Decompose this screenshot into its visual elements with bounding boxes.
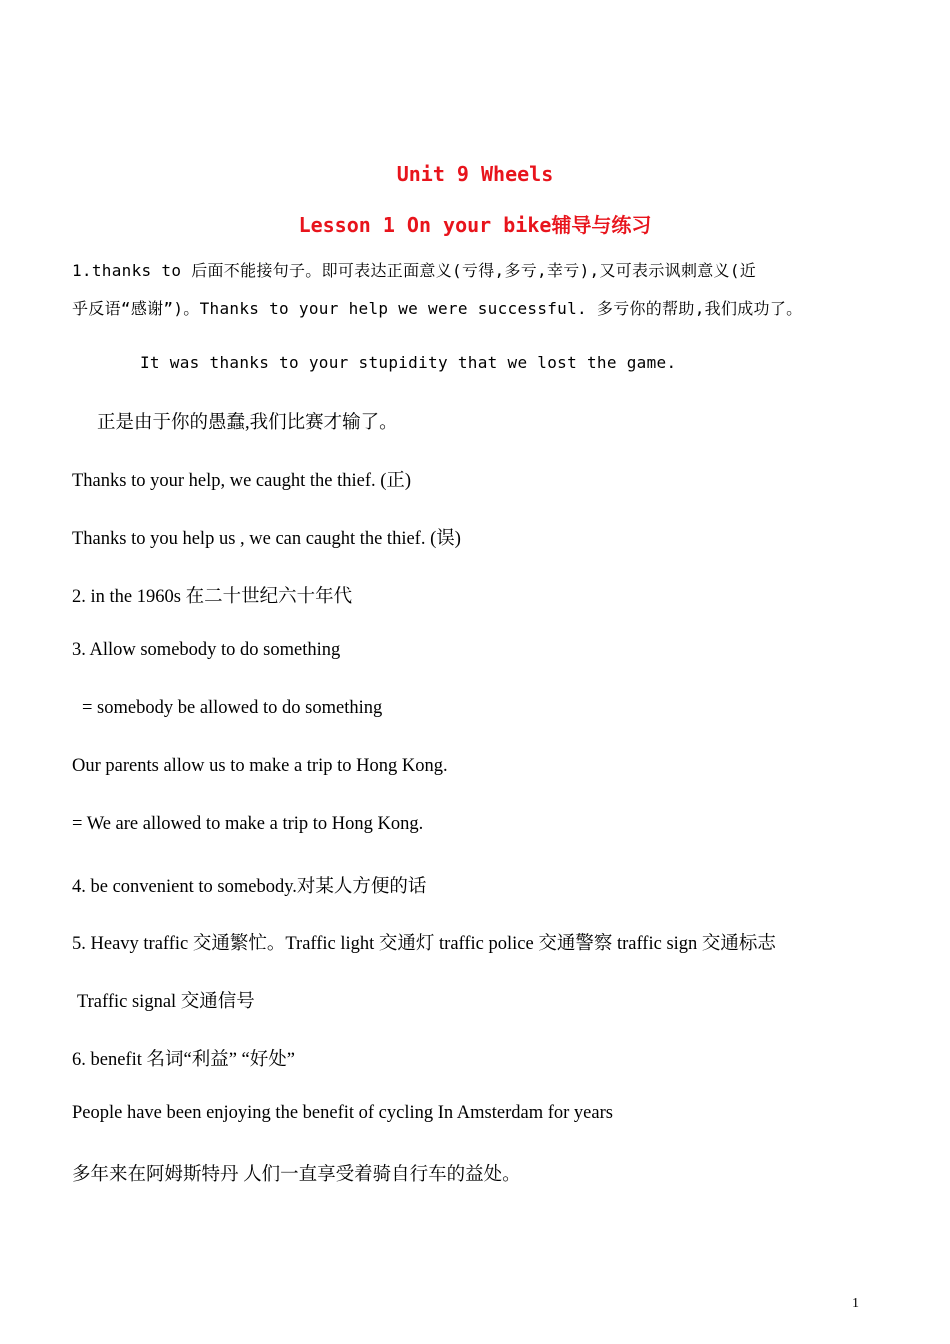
correct-example: Thanks to your help, we caught the thief. (正) bbox=[72, 471, 412, 491]
note-4: 4. be convenient to somebody.对某人方便的话 bbox=[72, 877, 427, 897]
note-6: 6. benefit 名词“利益” “好处” bbox=[72, 1050, 295, 1070]
note-3: 3. Allow somebody to do something bbox=[72, 640, 341, 660]
wrong-example: Thanks to you help us , we can caught the thief. (误) bbox=[72, 529, 461, 549]
lesson-title-en: Lesson 1 On your bike bbox=[298, 213, 552, 237]
note-6-translation: 多年来在阿姆斯特丹 人们一直享受着骑自行车的益处。 bbox=[72, 1165, 521, 1185]
note-2: 2. in the 1960s 在二十世纪六十年代 bbox=[72, 587, 353, 607]
note-3-example-passive: = We are allowed to make a trip to Hong Kong. bbox=[72, 814, 424, 834]
note-1-line-2: 乎反语“感谢”)。Thanks to your help we were successful. 多亏你的帮助,我们成功了。 bbox=[72, 299, 803, 318]
lesson-title-cn: 辅导与练习 bbox=[551, 213, 652, 237]
example-translation: 正是由于你的愚蠢,我们比赛才输了。 bbox=[97, 413, 398, 433]
page-number: 1 bbox=[852, 1296, 859, 1311]
lesson-title bbox=[0, 209, 950, 238]
note-6-example: People have been enjoying the benefit of cycling In Amsterdam for years bbox=[72, 1103, 613, 1123]
note-1-line-1: 1.thanks to 后面不能接句子。即可表达正面意义(亏得,多亏,幸亏),又可表示讽刺意义(近 bbox=[72, 261, 757, 280]
unit-title: Unit 9 Wheels bbox=[396, 162, 554, 186]
note-5: 5. Heavy traffic 交通繁忙。Traffic light 交通灯 traffic police 交通警察 traffic sign 交通标志 bbox=[72, 934, 776, 954]
example-sentence: It was thanks to your stupidity that we lost the game. bbox=[140, 353, 677, 372]
note-3-example: Our parents allow us to make a trip to Hong Kong. bbox=[72, 756, 448, 776]
note-5-cont: Traffic signal 交通信号 bbox=[77, 992, 255, 1012]
note-3-equivalent: = somebody be allowed to do something bbox=[82, 698, 383, 718]
